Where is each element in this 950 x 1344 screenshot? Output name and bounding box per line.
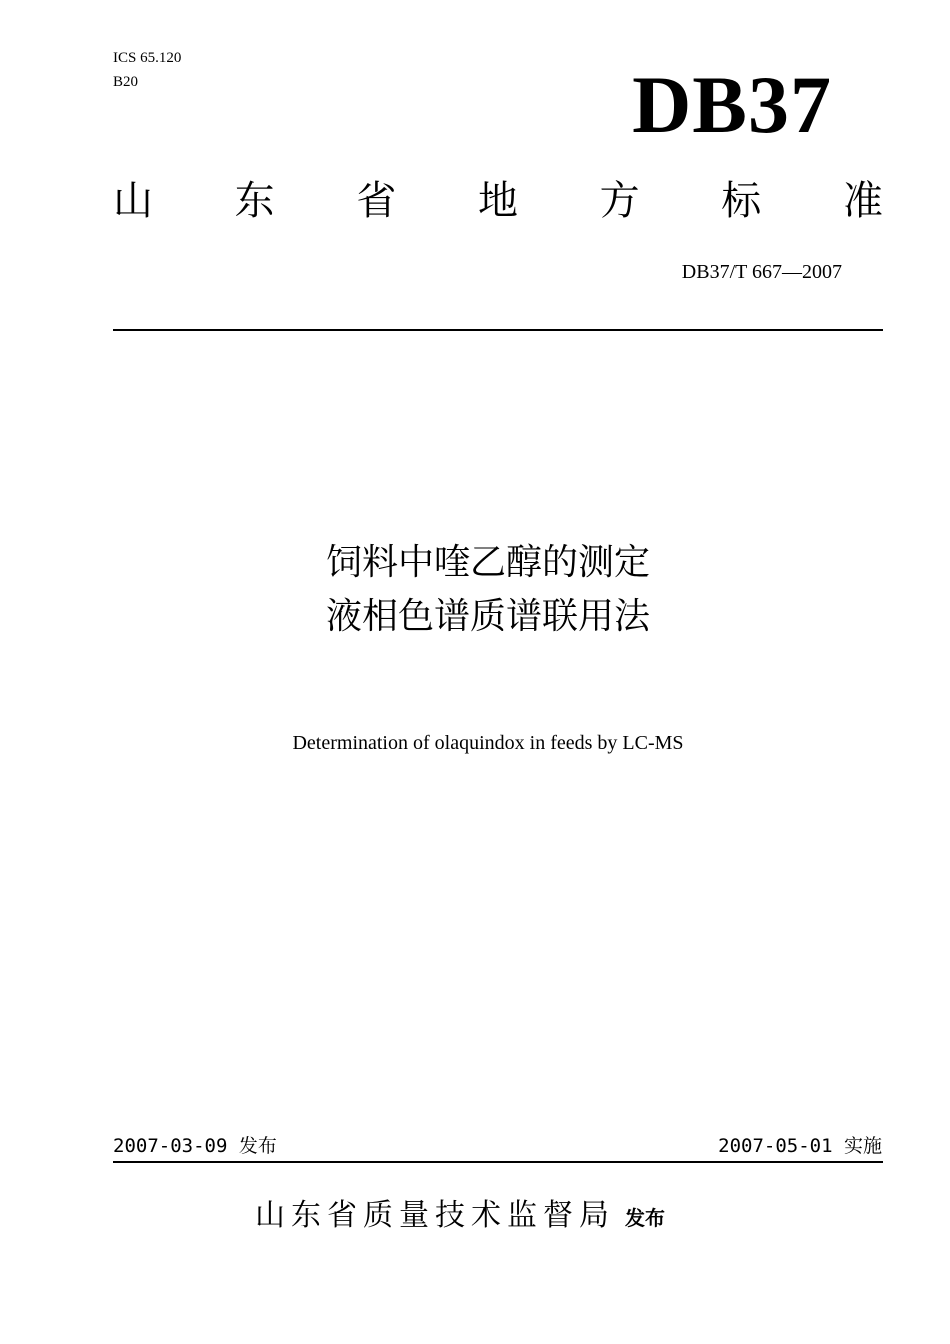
standard-type-char: 山 (113, 178, 153, 224)
issuer-suffix: 发布 (625, 1206, 665, 1230)
standard-type-char: 方 (599, 178, 640, 224)
ics-number: ICS 65.120 (113, 50, 182, 66)
header-divider (113, 329, 883, 331)
footer-divider (113, 1161, 883, 1163)
implement-date: 2007-05-01 实施 (718, 1135, 882, 1157)
issuer-name: 山东省质量技术监督局 (255, 1198, 615, 1233)
standard-number: DB37/T 667—2007 (681, 261, 842, 283)
publish-date: 2007-03-09 发布 (113, 1135, 277, 1157)
standard-type (113, 178, 883, 224)
chinese-title (0, 536, 950, 644)
standard-type-char: 地 (477, 178, 518, 224)
standard-type-char: 东 (234, 178, 275, 224)
english-title: Determination of olaquindox in feeds by LC-MS (292, 732, 684, 754)
standard-code: DB37 (632, 59, 832, 150)
standard-type-char: 标 (721, 178, 762, 224)
ccs-number: B20 (113, 74, 139, 90)
standard-type-char: 省 (356, 178, 397, 224)
standard-type-char: 准 (842, 178, 883, 224)
issuer (255, 1196, 665, 1238)
chinese-title-line-2: 液相色谱质谱联用法 (325, 596, 650, 637)
chinese-title-line-1: 饲料中喹乙醇的测定 (325, 542, 650, 583)
